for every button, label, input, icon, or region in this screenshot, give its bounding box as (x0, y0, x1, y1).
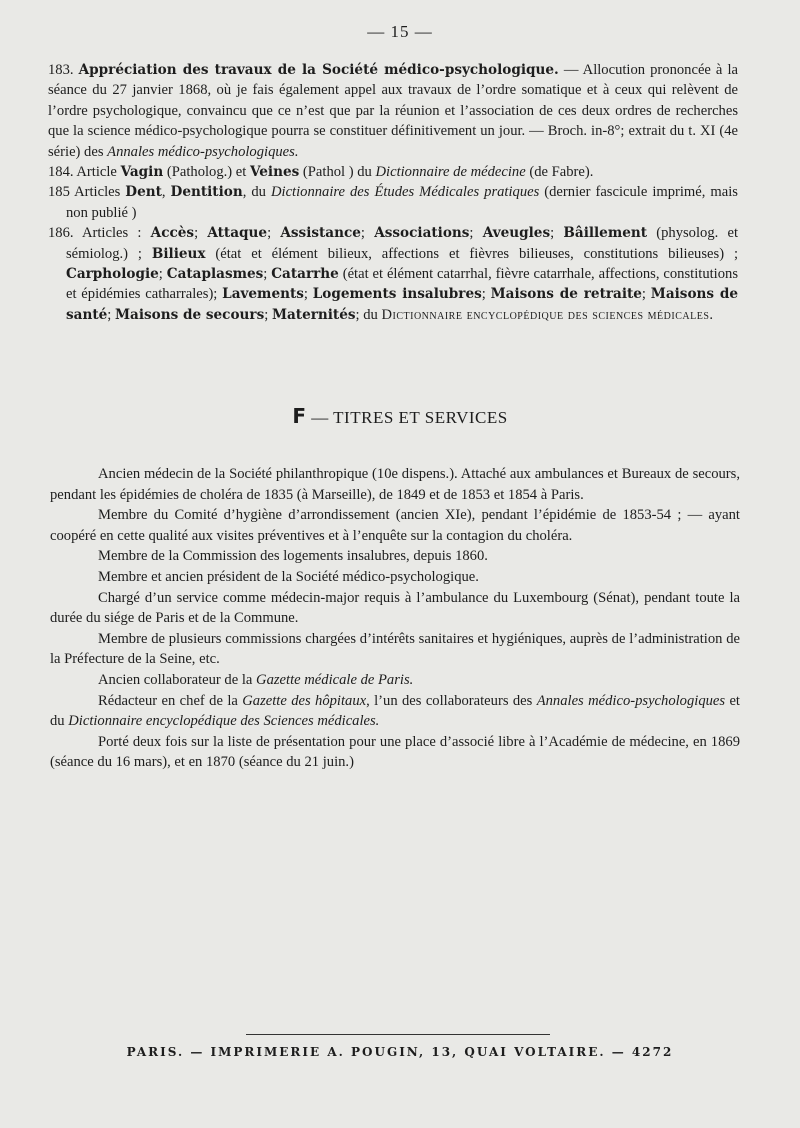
dictionary-name: Dictionnaire de médecine (375, 164, 526, 181)
entry-186: 186. Articles : Accès; Attaque; Assistance; Associations; Aveugles; Bâillement (physolog. et sémiolog.) ; Bilieux (état et élément bilieux, affections et fièvres bilieuses, constitutions bilieuses) ; Carphologie; Cataplasmes; Catarrhe (état et élément catarrhal, fièvre catarrhale, affections, constitutions et épidémies catharrales); Lavements; Logements insalubres; Maisons de retraite; Maisons de santé; Maisons de secours; Maternités; du Dictionnaire encyclopédique des sciences médicales. (48, 225, 739, 323)
service-paragraph (50, 691, 740, 732)
entry-185 (48, 182, 738, 223)
dictionary-name: Dictionnaire encyclopédique des Sciences médicales. (68, 713, 380, 730)
service-paragraph: Membre de plusieurs commissions chargées d’intérêts sanitaires et hygiéniques, auprès de l’administration de la Préfecture de la Seine, etc. (50, 630, 740, 668)
section-heading (0, 404, 800, 428)
entry-number: 183. (48, 62, 74, 78)
service-paragraph: Membre du Comité d’hygiène d’arrondissement (ancien XIe), pendant l’épidémie de 1853-54 ; — ayant coopéré en cette qualité aux visites préventives et à l’enquête sur la contagion du choléra. (50, 507, 740, 544)
entry-text: (état et élément bilieux, affections et fièvres bilieuses, constitutions bilieuses) ; (205, 245, 739, 262)
entry-text: Article (73, 164, 121, 181)
entry-number: 184. (48, 164, 74, 181)
footer-rule (246, 1034, 550, 1035)
service-paragraph: Chargé d’un service comme médecin-major requis à l’ambulance du Luxembourg (Sénat), pendant toute la durée du siége de Paris et de la Commune. (50, 589, 740, 627)
article-title: Maisons de santé (66, 286, 739, 323)
service-text: , l’un des collaborateurs des (366, 692, 537, 709)
service-text: Ancien collaborateur de la (98, 671, 257, 688)
dictionary-name: Dictionnaire des Études Médicales pratiques (270, 184, 540, 201)
article-title: Associations (374, 225, 470, 242)
journal-name: Gazette des hôpitaux (242, 692, 367, 709)
section-letter: F (292, 404, 307, 428)
journal-name: Annales médico-psychologiques (536, 692, 726, 709)
service-paragraph: Membre de la Commission des logements insalubres, depuis 1860. (98, 548, 488, 565)
article-title: Assistance (280, 225, 361, 242)
article-title: Dentition (170, 184, 243, 201)
entry-text: (dernier fascicule imprimé, mais non publié ) (66, 184, 738, 221)
entry-text: , (161, 184, 171, 201)
service-paragraph: Porté deux fois sur la liste de présentation pour une place d’associé libre à l’Académie de médecine, en 1869 (séance du 16 mars), et en 1870 (séance du 21 juin.) (50, 733, 740, 771)
article-title: Cataplasmes (166, 266, 264, 283)
bibliography-list (48, 60, 738, 325)
entry-text: (Patholog.) et (163, 164, 250, 181)
entry-text: — Allocution prononcée à la séance du 27 janvier 1868, où je fais également appel aux travaux de l’ordre somatique et à ceux qui relèvent de l’ordre psychologique, convaincu que ce n’est que par la réunion et l’association de ces deux ordres de recherches que la science médico-psychologique pourra se constituer définitivement un jour. — Broch. in-8°; extrait du t. XI (4e série) des (48, 62, 738, 160)
dictionary-name: Dictionnaire encyclopédique des sciences médicales. (381, 306, 714, 323)
entry-number: 186. (48, 225, 74, 242)
entry-number: 185 (48, 184, 70, 201)
entry-text: (de Fabre). (525, 164, 594, 181)
entry-text: du (359, 306, 382, 323)
entry-184 (48, 162, 738, 182)
entry-text: (physolog. et sémiolog.) ; (66, 225, 739, 262)
entry-title: Appréciation des travaux de la Société médico-psychologique. (78, 62, 559, 78)
article-title: Catarrhe (271, 266, 339, 283)
article-title: Bâillement (563, 225, 648, 242)
article-title: Maisons de retraite (490, 286, 642, 303)
service-text: et du (50, 692, 740, 730)
services-list (50, 464, 740, 773)
article-title: Veines (249, 164, 300, 181)
entry-text: , du (242, 184, 271, 201)
article-title: Bilieux (151, 245, 206, 262)
entry-text: Articles (69, 184, 126, 201)
service-text: Rédacteur en chef de la (98, 692, 243, 709)
article-title: Maisons de secours (114, 306, 265, 323)
article-title: Logements insalubres (312, 286, 482, 303)
article-title: Accès (150, 225, 195, 242)
article-title: Aveugles (482, 225, 551, 242)
entry-183 (48, 60, 738, 162)
entry-text: (Pathol ) du (299, 164, 376, 181)
entry-text: Articles : (73, 225, 151, 242)
service-paragraph: Ancien médecin de la Société philanthropique (10e dispens.). Attaché aux ambulances et Bureaux de secours, pendant les épidémies de choléra de 1835 (à Marseille), de 1849 et de 1853 et 1854 à Paris. (50, 466, 740, 503)
entry-text: (état et élément catarrhal, fièvre catarrhale, affections, constitutions et épidémies catharrales); (66, 266, 739, 303)
journal-name: Gazette médicale de Paris. (256, 671, 414, 688)
service-paragraph: Membre et ancien président de la Société médico-psychologique. (98, 568, 479, 585)
journal-name: Annales médico-psychologiques. (107, 143, 299, 160)
service-paragraph (50, 670, 740, 691)
section-title: — TITRES ET SERVICES (306, 408, 508, 427)
article-title: Maternités (271, 306, 356, 323)
page-number: — 15 — (367, 22, 433, 41)
article-title: Lavements (222, 286, 304, 303)
article-title: Vagin (120, 164, 164, 181)
article-title: Dent (125, 184, 162, 201)
article-title: Attaque (207, 225, 268, 242)
printer-imprint: PARIS. — IMPRIMERIE A. POUGIN, 13, QUAI VOLTAIRE. — 4272 (126, 1045, 674, 1059)
article-title: Carphologie (66, 266, 159, 283)
